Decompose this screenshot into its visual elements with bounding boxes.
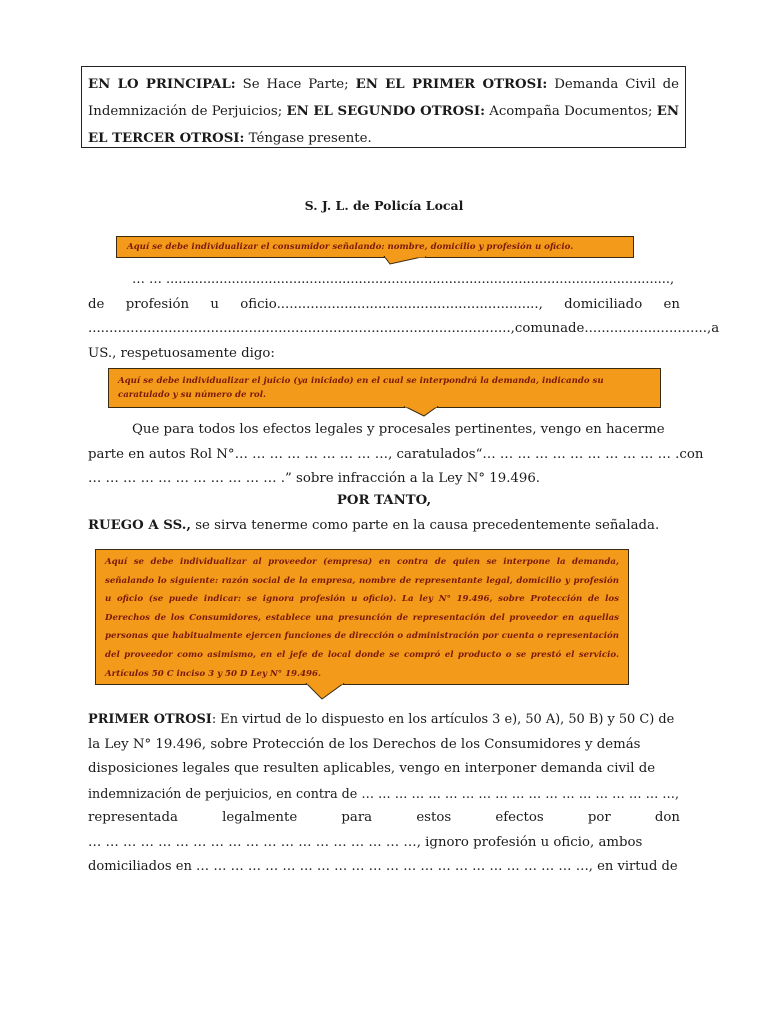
word: a: [711, 321, 720, 336]
word: de: [568, 321, 585, 336]
trial-note-text: Aquí se debe individualizar el juicio (ya iniciado) en el cual se interpondrá la demanda, indicando su caratulado y su número de rol.: [118, 376, 604, 400]
address-line: [88, 317, 720, 342]
otrosi-line-4: indemnización de perjuicios, en contra de … … … … … … … … … … … … … … … … … … …,: [88, 785, 680, 801]
provider-note-tail: [300, 683, 360, 701]
rol-label: parte en autos Rol N°: [88, 446, 235, 462]
ruego-label: RUEGO A SS.,: [88, 518, 191, 533]
trial-note: [108, 368, 661, 408]
word: profesión: [125, 296, 190, 312]
word: don: [654, 810, 680, 825]
trial-note-tail: [400, 406, 450, 418]
otrosi-line-1: : En virtud de lo dispuesto en los artículos 3 e), 50 A), 50 B) y 50 C) de: [211, 712, 675, 727]
consumer-name-line: … … ...........................................................................................................................,: [132, 272, 675, 287]
second-otrosi-text: Acompaña Documentos;: [484, 104, 657, 119]
consumer-note: [116, 236, 634, 258]
provider-note-text: Aquí se debe individualizar al proveedor (empresa) en contra de quien se interpone la demanda, señalando lo siguiente: razón social de la empresa, nombre de representante legal, domicilio y profesión u oficio (se puede indicar: se ignora profesión u oficio). La ley N° 19.496, sobre Protección de los Derechos de los Consumidores, establece una presunción de representación del proveedor en aquellas personas que habitualmente ejercen funciones de dirección o administración por cuenta o representación del proveedor como asimismo, en el jefe de local donde se compró el producto o se prestó el servicio. Artículos 50 C inciso 3 y 50 D Ley N° 19.496.: [105, 557, 619, 679]
word: representada: [88, 810, 178, 825]
word: con: [679, 446, 704, 462]
ruego-text: se sirva tenerme como parte en la causa precedentemente señalada.: [191, 518, 660, 533]
ruego-paragraph: [88, 514, 680, 539]
first-otrosi-text: Demanda Civil de Indemnización de Perjuicios;: [88, 77, 680, 119]
primer-otrosi-paragraph: [88, 708, 680, 880]
summary-box: [81, 66, 686, 148]
main-line-2: [88, 443, 704, 468]
rol-blank: … … … … … … … … …, caratulados: [234, 446, 476, 462]
first-otrosi-label: EN EL PRIMER OTROSI:: [355, 77, 548, 92]
word: en: [663, 296, 680, 312]
word: para: [341, 810, 373, 825]
primer-otrosi-label: PRIMER OTROSI: [88, 712, 212, 727]
profession-line: [88, 293, 680, 318]
por-tanto: POR TANTO,: [336, 493, 432, 508]
otrosi-line-7: domiciliados en … … … … … … … … … … … … … … … … … … … … … … …, en virtud de: [88, 859, 678, 874]
provider-note: [95, 549, 629, 685]
consumer-note-text: Aquí se debe individualizar el consumidor señalando: nombre, domicilio y profesión u oficio.: [127, 242, 574, 252]
word: estos: [416, 810, 452, 825]
otrosi-line-6: … … … … … … … … … … … … … … … … … … …, ignoro profesión u oficio, ambos: [88, 834, 643, 850]
profession-blank: oficio..............................................................,: [240, 296, 543, 312]
principal-text: Se Hace Parte;: [235, 77, 356, 92]
word: efectos: [495, 810, 544, 825]
consumer-note-tail: [380, 256, 440, 266]
otrosi-line-5: [88, 806, 680, 831]
main-paragraph: [88, 418, 704, 492]
third-otrosi-text: Téngase presente.: [244, 131, 372, 146]
caratulado-blank: “… … … … … … … … … … … .: [475, 446, 680, 462]
word: legalmente: [222, 810, 298, 825]
third-otrosi-label: EN EL TERCER OTROSI:: [88, 104, 679, 146]
second-otrosi-label: EN EL SEGUNDO OTROSI:: [286, 104, 485, 119]
greeting-line: US., respetuosamente digo:: [88, 345, 275, 361]
commune-blank: .............................,: [584, 321, 712, 336]
word: de: [88, 296, 105, 312]
main-line-1: Que para todos los efectos legales y procesales pertinentes, vengo en hacerme: [132, 422, 665, 437]
principal-label: EN LO PRINCIPAL:: [88, 77, 236, 92]
intro-paragraph: [88, 268, 720, 366]
word: comuna: [514, 321, 569, 336]
otrosi-line-2: la Ley N° 19.496, sobre Protección de los Derechos de los Consumidores y demás: [88, 736, 641, 752]
otrosi-line-3: disposiciones legales que resulten aplicables, vengo en interponer demanda civil de: [88, 761, 656, 776]
address-blank: ....................................................................................................,: [88, 321, 515, 336]
main-line-3: … … … … … … … … … … … .” sobre infracción a la Ley N° 19.496.: [88, 471, 541, 486]
word: por: [587, 810, 611, 825]
word: domiciliado: [564, 296, 643, 312]
word: u: [210, 296, 219, 312]
court-heading: S. J. L. de Policía Local: [304, 198, 464, 213]
